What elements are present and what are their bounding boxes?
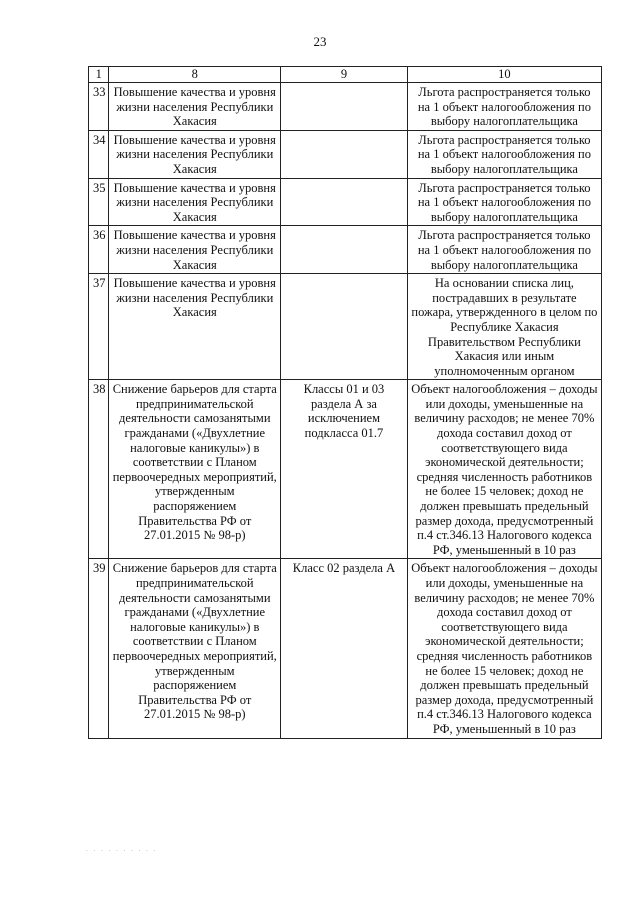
row-purpose: Повышение качества и уровня жизни населения Республики Хакасия bbox=[109, 226, 281, 274]
row-number: 36 bbox=[89, 226, 109, 274]
scan-artifact: . . . . . . . . . . bbox=[86, 845, 158, 853]
row-purpose: Повышение качества и уровня жизни населения Республики Хакасия bbox=[109, 83, 281, 131]
header-col-10: 10 bbox=[407, 67, 601, 83]
table-row bbox=[89, 559, 602, 738]
row-purpose: Снижение барьеров для старта предпринимательской деятельности самозанятыми гражданами («Двухлетние налоговые каникулы») в соответствии с Планом первоочередных мероприятий, утвержденным распоряжением Правительства РФ от 27.01.2015 № 98-р) bbox=[109, 559, 281, 738]
row-number: 35 bbox=[89, 178, 109, 226]
row-number: 39 bbox=[89, 559, 109, 738]
row-code bbox=[281, 226, 408, 274]
row-purpose: Повышение качества и уровня жизни населения Республики Хакасия bbox=[109, 178, 281, 226]
row-code: Классы 01 и 03 раздела А за исключением подкласса 01.7 bbox=[281, 380, 408, 559]
row-code bbox=[281, 274, 408, 380]
row-note: Льгота распространяется только на 1 объект налогообложения по выбору налогоплательщика bbox=[407, 178, 601, 226]
row-note: Льгота распространяется только на 1 объект налогообложения по выбору налогоплательщика bbox=[407, 130, 601, 178]
row-number: 34 bbox=[89, 130, 109, 178]
benefits-table bbox=[88, 66, 602, 739]
header-col-8: 8 bbox=[109, 67, 281, 83]
row-number: 37 bbox=[89, 274, 109, 380]
row-note: Льгота распространяется только на 1 объект налогообложения по выбору налогоплательщика bbox=[407, 83, 601, 131]
row-number: 33 bbox=[89, 83, 109, 131]
row-note: На основании списка лиц, пострадавших в результате пожара, утвержденного в целом по Республике Хакасия Правительством Республики Хакасия или иным уполномоченным органом bbox=[407, 274, 601, 380]
table-row bbox=[89, 274, 602, 380]
row-code bbox=[281, 83, 408, 131]
row-code bbox=[281, 178, 408, 226]
row-purpose: Повышение качества и уровня жизни населения Республики Хакасия bbox=[109, 130, 281, 178]
row-code bbox=[281, 130, 408, 178]
row-purpose: Снижение барьеров для старта предпринимательской деятельности самозанятыми гражданами («Двухлетние налоговые каникулы») в соответствии с Планом первоочередных мероприятий, утвержденным распоряжением Правительства РФ от 27.01.2015 № 98-р) bbox=[109, 380, 281, 559]
row-note: Льгота распространяется только на 1 объект налогообложения по выбору налогоплательщика bbox=[407, 226, 601, 274]
table-row bbox=[89, 380, 602, 559]
table-row bbox=[89, 178, 602, 226]
table-row bbox=[89, 130, 602, 178]
row-code: Класс 02 раздела А bbox=[281, 559, 408, 738]
row-number: 38 bbox=[89, 380, 109, 559]
row-note: Объект налогообложения – доходы или доходы, уменьшенные на величину расходов; не менее 70% дохода составил доход от соответствующего вида экономической деятельности; средняя численность работников не более 15 человек; доход не должен превышать предельный размер дохода, предусмотренный п.4 ст.346.13 Налогового кодекса РФ, уменьшенный в 10 раз bbox=[407, 380, 601, 559]
header-col-1: 1 bbox=[89, 67, 109, 83]
row-note: Объект налогообложения – доходы или доходы, уменьшенные на величину расходов; не менее 70% дохода составил доход от соответствующего вида экономической деятельности; средняя численность работников не более 15 человек; доход не должен превышать предельный размер дохода, предусмотренный п.4 ст.346.13 Налогового кодекса РФ, уменьшенный в 10 раз bbox=[407, 559, 601, 738]
page-number: 23 bbox=[313, 34, 327, 49]
table-header-row bbox=[89, 67, 602, 83]
header-col-9: 9 bbox=[281, 67, 408, 83]
table-row bbox=[89, 83, 602, 131]
table-row bbox=[89, 226, 602, 274]
row-purpose: Повышение качества и уровня жизни населения Республики Хакасия bbox=[109, 274, 281, 380]
